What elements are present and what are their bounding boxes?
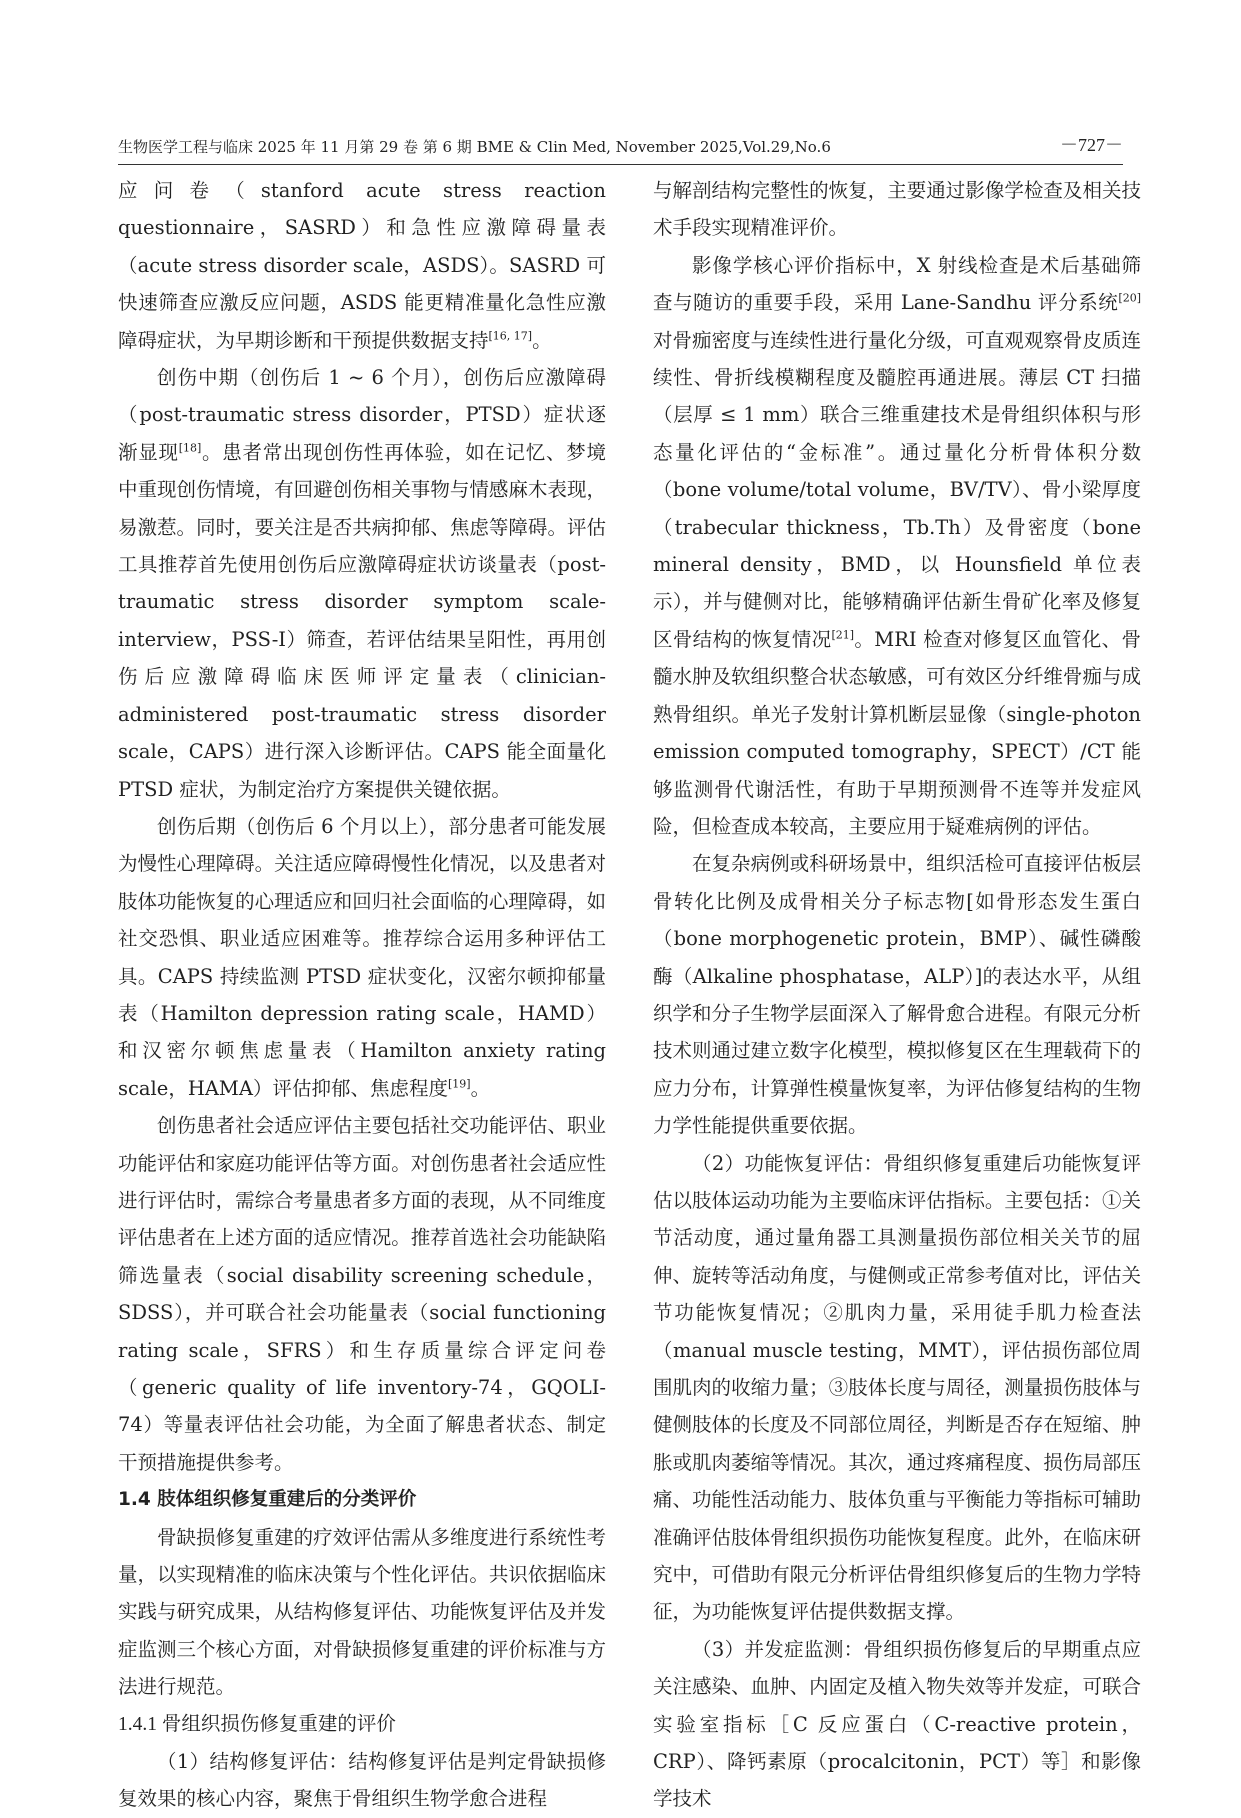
section-heading: 1.4 肢体组织修复重建后的分类评价 [118,1489,417,1511]
left-column [118,172,606,1818]
citation[interactable]: [21] [831,628,855,642]
right-column [653,172,1141,1818]
paragraph: 创伤中期（创伤后 1 ~ 6 个月），创伤后应激障碍（post-traumatic stress disorder，PTSD）症状逐渐显现[18]。患者常出现创伤性再体验，如在记忆、梦境中重现创伤情境，有回避创伤相关事物与情感麻木表现，易激惹。同时，要关注是否共病抑郁、焦虑等障碍。评估工具推荐首先使用创伤后应激障碍症状访谈量表（post-traumatic stress disorder symptom scale-interview，PSS-I）筛查，若评估结果呈阳性，再用创伤后应激障碍临床医师评定量表（clinician-administered post-traumatic stress disorder scale，CAPS）进行深入诊断评估。CAPS 能全面量化 PTSD 症状，为制定治疗方案提供关键依据。 [118,366,606,801]
page-number: －727－ [1060,135,1123,155]
citation[interactable]: [18] [178,441,202,455]
paragraph: 应问卷（stanford acute stress reaction questionnaire，SASRD）和急性应激障碍量表（acute stress disorder scale，ASDS）。SASRD 可快速筛查应激反应问题，ASDS 能更精准量化急性应激障碍症状，为早期诊断和干预提供数据支持[16, 17]。 [118,179,606,352]
subsection-heading: 1.4.1 骨组织损伤修复重建的评价 [118,1713,396,1735]
citation[interactable]: [16, 17] [488,329,533,343]
paragraph: （3）并发症监测：骨组织损伤修复后的早期重点应关注感染、血肿、内固定及植入物失效等并发症，可联合实验室指标［C 反应蛋白（C-reactive protein，CRP）、降钙素原（procalcitonin，PCT）等］和影像学技术 [653,1637,1141,1811]
paragraph: （2）功能恢复评估：骨组织修复重建后功能恢复评估以肢体运动功能为主要临床评估指标。主要包括：①关节活动度，通过量角器工具测量损伤部位相关关节的屈伸、旋转等活动角度，与健侧或正常参考值对比，评估关节功能恢复情况；②肌肉力量，采用徒手肌力检查法（manual muscle testing，MMT），评估损伤部位周围肌肉的收缩力量；③肢体长度与周径，测量损伤肢体与健侧肢体的长度及不同部位周径，判断是否存在短缩、肿胀或肌肉萎缩等情况。其次，通过疼痛程度、损伤局部压痛、功能性活动能力、肢体负重与平衡能力等指标可辅助准确评估肢体骨组织损伤功能恢复程度。此外，在临床研究中，可借助有限元分析评估骨组织修复后的生物力学特征，为功能恢复评估提供数据支撑。 [653,1151,1141,1624]
running-header [118,131,1123,165]
journal-info: 生物医学工程与临床 2025 年 11 月第 29 卷 第 6 期 BME & Clin Med, November 2025,Vol.29,No.6 [118,138,831,156]
paragraph: 骨缺损修复重建的疗效评估需从多维度进行系统性考量，以实现精准的临床决策与个性化评估。共识依据临床实践与研究成果，从结构修复评估、功能恢复评估及并发症监测三个核心方面，对骨缺损修复重建的评价标准与方法进行规范。 [118,1525,606,1699]
paragraph: 在复杂病例或科研场景中，组织活检可直接评估板层骨转化比例及成骨相关分子标志物[如骨形态发生蛋白（bone morphogenetic protein，BMP）、碱性磷酸酶（Alkaline phosphatase，ALP）]的表达水平，从组织学和分子生物学层面深入了解骨愈合进程。有限元分析技术则通过建立数字化模型，模拟修复区在生理载荷下的应力分布，计算弹性模量恢复率，为评估修复结构的生物力学性能提供重要依据。 [653,852,1141,1138]
citation[interactable]: [19] [447,1077,471,1091]
paragraph: 影像学核心评价指标中，X 射线检查是术后基础筛查与随访的重要手段，采用 Lane-Sandhu 评分系统[20]对骨痂密度与连续性进行量化分级，可直观观察骨皮质连续性、骨折线模糊程度及髓腔再通进展。薄层 CT 扫描（层厚 ≤ 1 mm）联合三维重建技术是骨组织体积与形态量化评估的“金标准”。通过量化分析骨体积分数（bone volume/total volume，BV/TV）、骨小梁厚度（trabecular thickness，Tb.Th）及骨密度（bone mineral density，BMD，以 Hounsfield 单位表示），并与健侧对比，能够精确评估新生骨矿化率及修复区骨结构的恢复情况[21]。MRI 检查对修复区血管化、骨髓水肿及软组织整合状态敏感，可有效区分纤维骨痂与成熟骨组织。单光子发射计算机断层显像（single-photon emission computed tomography，SPECT）/CT 能够监测骨代谢活性，有助于早期预测骨不连等并发症风险，但检查成本较高，主要应用于疑难病例的评估。 [653,253,1141,838]
paragraph: （1）结构修复评估：结构修复评估是判定骨缺损修复效果的核心内容，聚焦于骨组织生物学愈合进程 [118,1750,606,1811]
paragraph: 创伤后期（创伤后 6 个月以上），部分患者可能发展为慢性心理障碍。关注适应障碍慢性化情况，以及患者对肢体功能恢复的心理适应和回归社会面临的心理障碍，如社交恐惧、职业适应困难等。推荐综合运用多种评估工具。CAPS 持续监测 PTSD 症状变化，汉密尔顿抑郁量表（Hamilton depression rating scale，HAMD）和汉密尔顿焦虑量表（Hamilton anxiety rating scale，HAMA）评估抑郁、焦虑程度[19]。 [118,814,606,1100]
citation[interactable]: [20] [1118,291,1141,305]
paragraph: 创伤患者社会适应评估主要包括社交功能评估、职业功能评估和家庭功能评估等方面。对创伤患者社会适应性进行评估时，需综合考量患者多方面的表现，从不同维度评估患者在上述方面的适应情况。推荐首选社会功能缺陷筛选量表（social disability screening schedule，SDSS），并可联合社会功能量表（social functioning rating scale，SFRS）和生存质量综合评定问卷（generic quality of life inventory-74，GQOLI-74）等量表评估社会功能，为全面了解患者状态、制定干预措施提供参考。 [118,1114,606,1474]
paragraph: 与解剖结构完整性的恢复，主要通过影像学检查及相关技术手段实现精准评价。 [653,179,1141,240]
